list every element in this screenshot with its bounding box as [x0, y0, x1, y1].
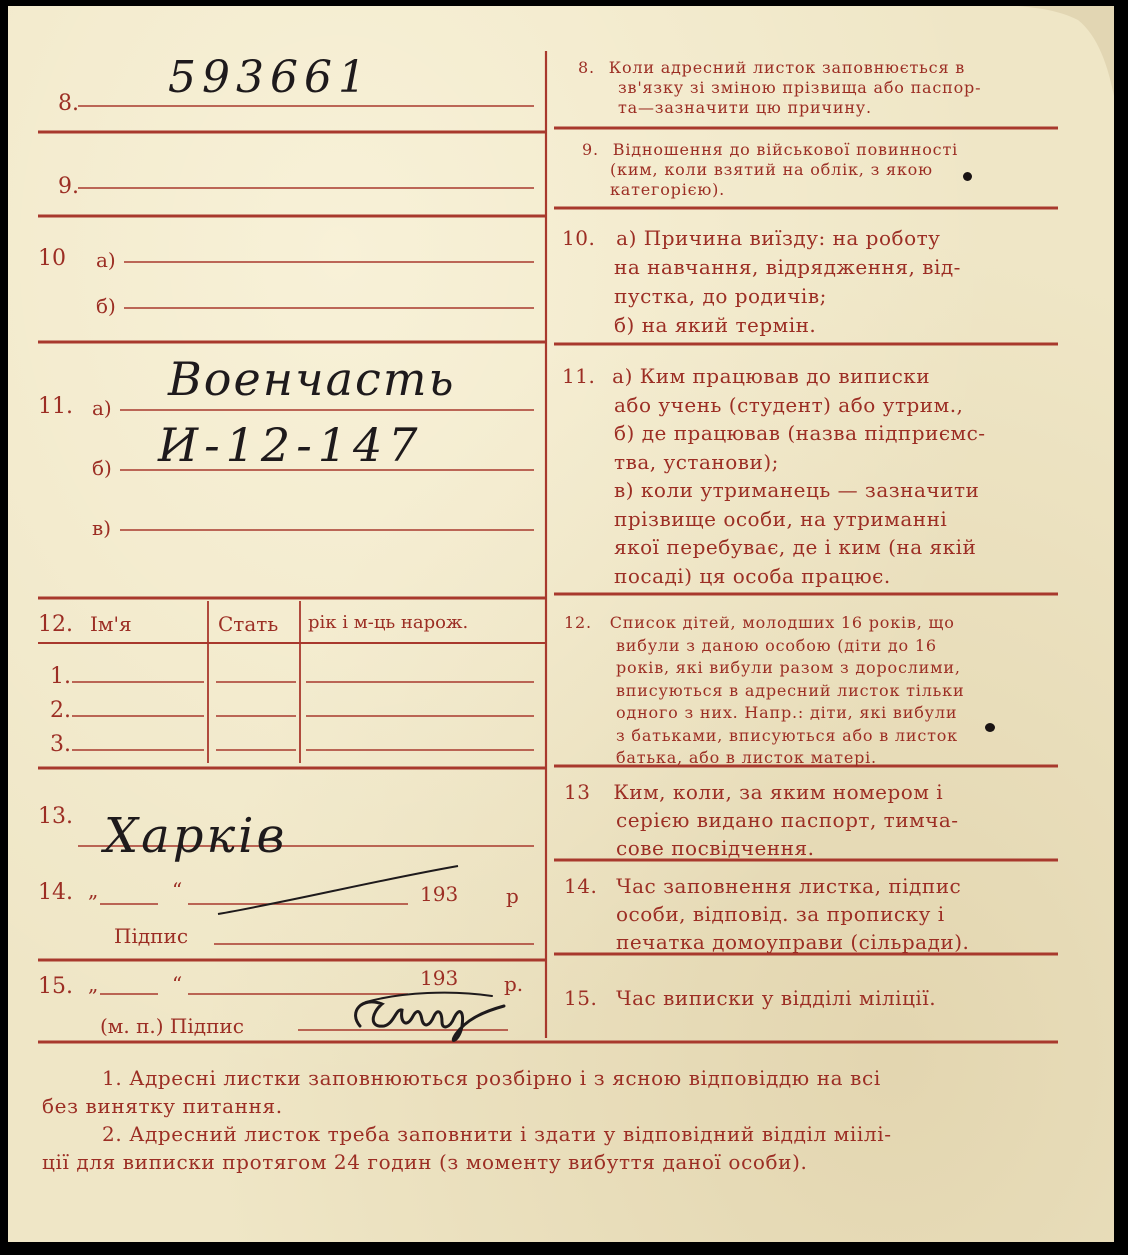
table-12-header-name: Ім'я — [90, 612, 132, 636]
field-9-number: 9. — [58, 174, 79, 199]
field-14-date-close-quote: “ — [172, 878, 183, 902]
instruction-8-number: 8. — [578, 58, 595, 77]
instruction-11-line-8: посаді) ця особа працює. — [614, 563, 891, 588]
table-12-header-birth: рік і м-ць нарож. — [308, 612, 469, 633]
instruction-11-line-6: прізвище особи, на утриманні — [614, 506, 948, 531]
handwritten-signature — [342, 982, 512, 1052]
instruction-13 — [564, 778, 959, 862]
instruction-8-line-1: Коли адресний листок заповнюється в — [608, 58, 966, 77]
instruction-8-line-3: та—зазначити цю причину. — [618, 98, 872, 117]
instruction-8-line-2: зв'язку зі зміною прізвища або паспор- — [618, 78, 982, 97]
field-11a-handwritten-value: Военчасть — [168, 352, 456, 406]
table-12-header-sex: Стать — [218, 612, 279, 636]
ink-blot — [963, 172, 972, 181]
instruction-11 — [562, 362, 986, 590]
field-15-year-prefix: 193 — [420, 966, 459, 990]
instruction-12-line-2: вибули з даною особою (діти до 16 — [616, 635, 937, 655]
field-15-year-suffix: р. — [504, 972, 524, 996]
instruction-11-line-7: якої перебуває, де і ким (на якій — [614, 535, 977, 559]
field-14-signature-label: Підпис — [114, 924, 189, 948]
field-14-year-suffix: р — [506, 884, 519, 908]
instruction-11-line-5: в) коли утриманець — зазначити — [614, 478, 980, 502]
instruction-11-line-4: тва, установи); — [614, 449, 779, 474]
field-15-number: 15. — [38, 974, 73, 999]
instruction-15-number: 15. — [564, 986, 598, 1010]
instruction-10-line-2: на навчання, відрядження, від- — [614, 255, 961, 279]
instruction-12-line-5: одного з них. Напр.: діти, які вибули — [616, 703, 958, 722]
instruction-10-line-1: а) Причина виїзду: на роботу — [616, 226, 941, 250]
field-14-number: 14. — [38, 880, 73, 905]
table-12-row-1-number: 1. — [50, 664, 71, 689]
table-12-row-3-number: 3. — [50, 732, 71, 757]
instruction-12-line-4: вписуються в адресний листок тільки — [616, 680, 965, 700]
instruction-11-line-3: б) де працював (назва підприємс- — [614, 421, 986, 445]
field-11v-label: в) — [92, 516, 112, 540]
footer-note-1: 1. Адресні листки заповнюються розбірно і з ясною відповіддю на всі — [102, 1066, 881, 1090]
instruction-12 — [564, 612, 964, 770]
ink-blot — [985, 723, 995, 732]
instruction-8 — [578, 58, 981, 118]
instruction-9-line-2: (ким, коли взятий на облік, з якою — [610, 160, 933, 179]
field-8-handwritten-value: 593661 — [168, 52, 372, 103]
instruction-14-line-2: особи, відповід. за прописку і — [616, 902, 945, 926]
address-sheet-card — [8, 6, 1114, 1242]
field-11a-label: а) — [92, 396, 112, 420]
instruction-15 — [564, 988, 936, 1008]
instruction-10-line-4: б) на який термін. — [614, 313, 817, 337]
field-14-date-open-quote: „ — [88, 878, 99, 902]
instruction-13-number: 13 — [564, 780, 591, 804]
field-15-stamp-label: (м. п.) Підпис — [100, 1014, 244, 1038]
instruction-10-line-3: пустка, до родичів; — [614, 284, 827, 308]
footer-note-1-continued: без винятку питання. — [42, 1094, 283, 1118]
field-15-date-close-quote: “ — [172, 972, 183, 996]
field-13-handwritten-value: Харків — [104, 808, 288, 864]
instruction-12-line-6: з батьками, вписуються або в листок — [616, 725, 958, 745]
footer-note-2: 2. Адресний листок треба заповнити і здати у відповідний відділ міілі- — [102, 1122, 892, 1146]
instruction-13-line-1: Ким, коли, за яким номером і — [613, 780, 944, 804]
instruction-13-line-2: серією видано паспорт, тимча- — [616, 808, 959, 832]
field-10-number: 10 — [38, 246, 66, 271]
instruction-10-number: 10. — [562, 226, 596, 250]
instruction-9-number: 9. — [582, 140, 599, 159]
field-13-number: 13. — [38, 804, 73, 829]
footer-note-2-continued: ції для виписки протягом 24 годин (з моменту вибуття даної особи). — [42, 1150, 808, 1174]
field-11-number: 11. — [38, 394, 73, 419]
field-10a-label: а) — [96, 248, 116, 272]
instruction-11-number: 11. — [562, 364, 596, 388]
field-14-year-prefix: 193 — [420, 882, 459, 906]
instruction-10 — [562, 224, 961, 340]
instruction-14-number: 14. — [564, 874, 598, 898]
instruction-13-line-3: сове посвідчення. — [616, 836, 815, 860]
field-11b-label: б) — [92, 456, 112, 480]
instruction-11-line-2: або учень (студент) або утрим., — [614, 392, 964, 417]
instruction-14 — [564, 872, 969, 956]
instruction-9-line-1: Відношення до військової повинності — [612, 140, 959, 159]
table-12-row-2-number: 2. — [50, 698, 71, 723]
instruction-9-line-3: категорією). — [610, 180, 726, 199]
instruction-14-line-1: Час заповнення листка, підпис — [616, 874, 962, 898]
worn-corner — [1018, 6, 1114, 96]
footer-notes — [42, 1064, 892, 1176]
field-8-number: 8. — [58, 91, 79, 116]
instruction-14-line-3: печатка домоуправи (сільради). — [616, 930, 970, 954]
instruction-12-line-7: батька, або в листок матері. — [616, 748, 877, 767]
pen-stroke-diagonal — [208, 862, 468, 922]
instruction-12-number: 12. — [564, 613, 592, 632]
instruction-12-line-3: років, які вибули разом з дорослими, — [616, 658, 961, 677]
instruction-9 — [582, 140, 958, 200]
field-12-number: 12. — [38, 612, 73, 637]
instruction-11-line-1: а) Ким працював до виписки — [612, 364, 931, 388]
field-15-date-open-quote: „ — [88, 972, 99, 996]
instruction-12-line-1: Список дітей, молодших 16 років, що — [609, 613, 955, 632]
field-11b-handwritten-value: И-12-147 — [158, 418, 424, 472]
instruction-15-line-1: Час виписки у відділі міліції. — [616, 986, 937, 1010]
field-10b-label: б) — [96, 294, 116, 318]
